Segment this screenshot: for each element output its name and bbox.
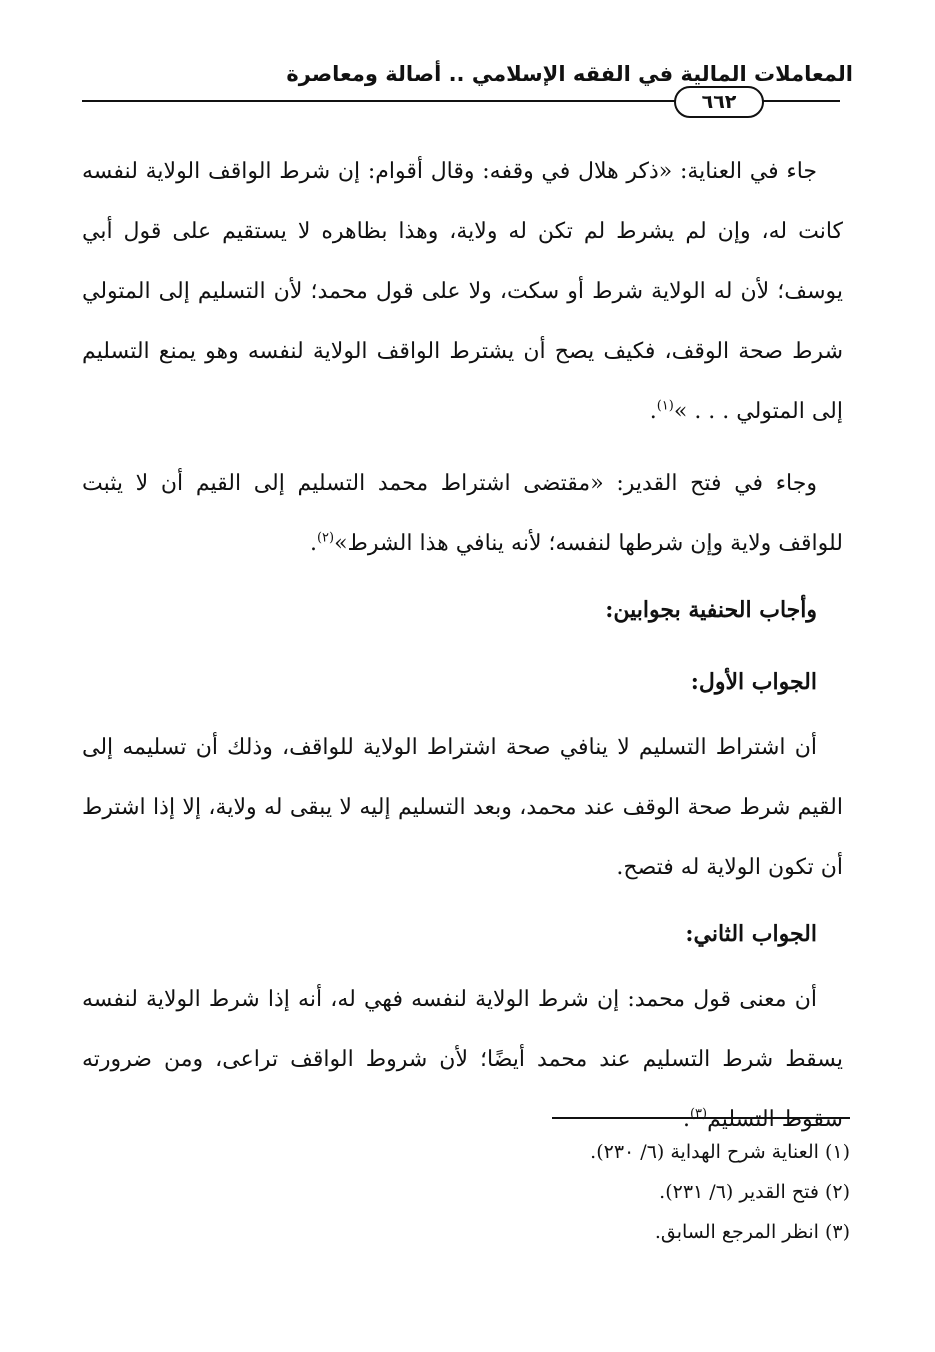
footnote-1: (١) العناية شرح الهداية (٦/ ٢٣٠). — [590, 1141, 850, 1163]
footnotes — [590, 1132, 850, 1252]
footnote-2: (٢) فتح القدير (٦/ ٢٣١). — [659, 1181, 850, 1203]
paragraph-second-answer — [82, 970, 843, 1150]
paragraph-end: . — [649, 399, 657, 424]
running-title: المعاملات المالية في الفقه الإسلامي .. أصالة ومعاصرة — [286, 62, 853, 86]
heading-two-answers: وأجاب الحنفية بجوابين: — [605, 597, 817, 623]
heading-first-answer: الجواب الأول: — [690, 669, 817, 695]
paragraph-first-answer — [82, 718, 843, 898]
footnote-ref-2: (٢) — [316, 530, 335, 546]
paragraph-text: وجاء في فتح القدير: «مقتضى اشتراط محمد التسليم إلى القيم أن لا يثبت للواقف ولاية وإن شرطها لنفسه؛ لأنه ينافي هذا الشرط» — [82, 471, 843, 556]
heading-second-answer: الجواب الثاني: — [685, 921, 817, 947]
body-text — [82, 142, 843, 1150]
footnote-ref-1: (١) — [656, 398, 674, 414]
paragraph-text: أن معنى قول محمد: إن شرط الولاية لنفسه فهي له، أنه إذا شرط الولاية لنفسه يسقط شرط التسليم عند محمد أيضًا؛ لأن شروط الواقف تراعى، ومن ضرورته سقوط التسليم — [82, 987, 843, 1132]
page-number: ٦٦٢ — [674, 86, 764, 118]
paragraph-end: . — [309, 531, 317, 556]
paragraph-fath-quote — [82, 454, 843, 574]
paragraph-end: . — [682, 1107, 690, 1132]
footnote-3: (٣) انظر المرجع السابق. — [654, 1221, 850, 1243]
paragraph-text: جاء في العناية: «ذكر هلال في وقفه: وقال أقوام: إن شرط الواقف الولاية لنفسه كانت له، وإن لم يشرط لم تكن له ولاية، وهذا بظاهره لا يستقيم على قول أبي يوسف؛ لأن له الولاية شرط أو سكت، ولا على قول محمد؛ لأن التسليم إلى المتولي شرط صحة الوقف، فكيف يصح أن يشترط الواقف الولاية لنفسه وهو يمنع التسليم إلى المتولي . . . » — [82, 159, 843, 424]
footnote-separator — [552, 1117, 850, 1119]
paragraph-text: أن اشتراط التسليم لا ينافي صحة اشتراط الولاية للواقف، وذلك أن تسليمه إلى القيم شرط صحة الوقف عند محمد، وبعد التسليم إليه لا يبقى له ولاية، إلا إذا اشترط أن تكون الولاية له فتصح. — [82, 735, 843, 880]
footnote-ref-3: (٣) — [689, 1106, 708, 1122]
paragraph-inaya-quote — [82, 142, 843, 442]
